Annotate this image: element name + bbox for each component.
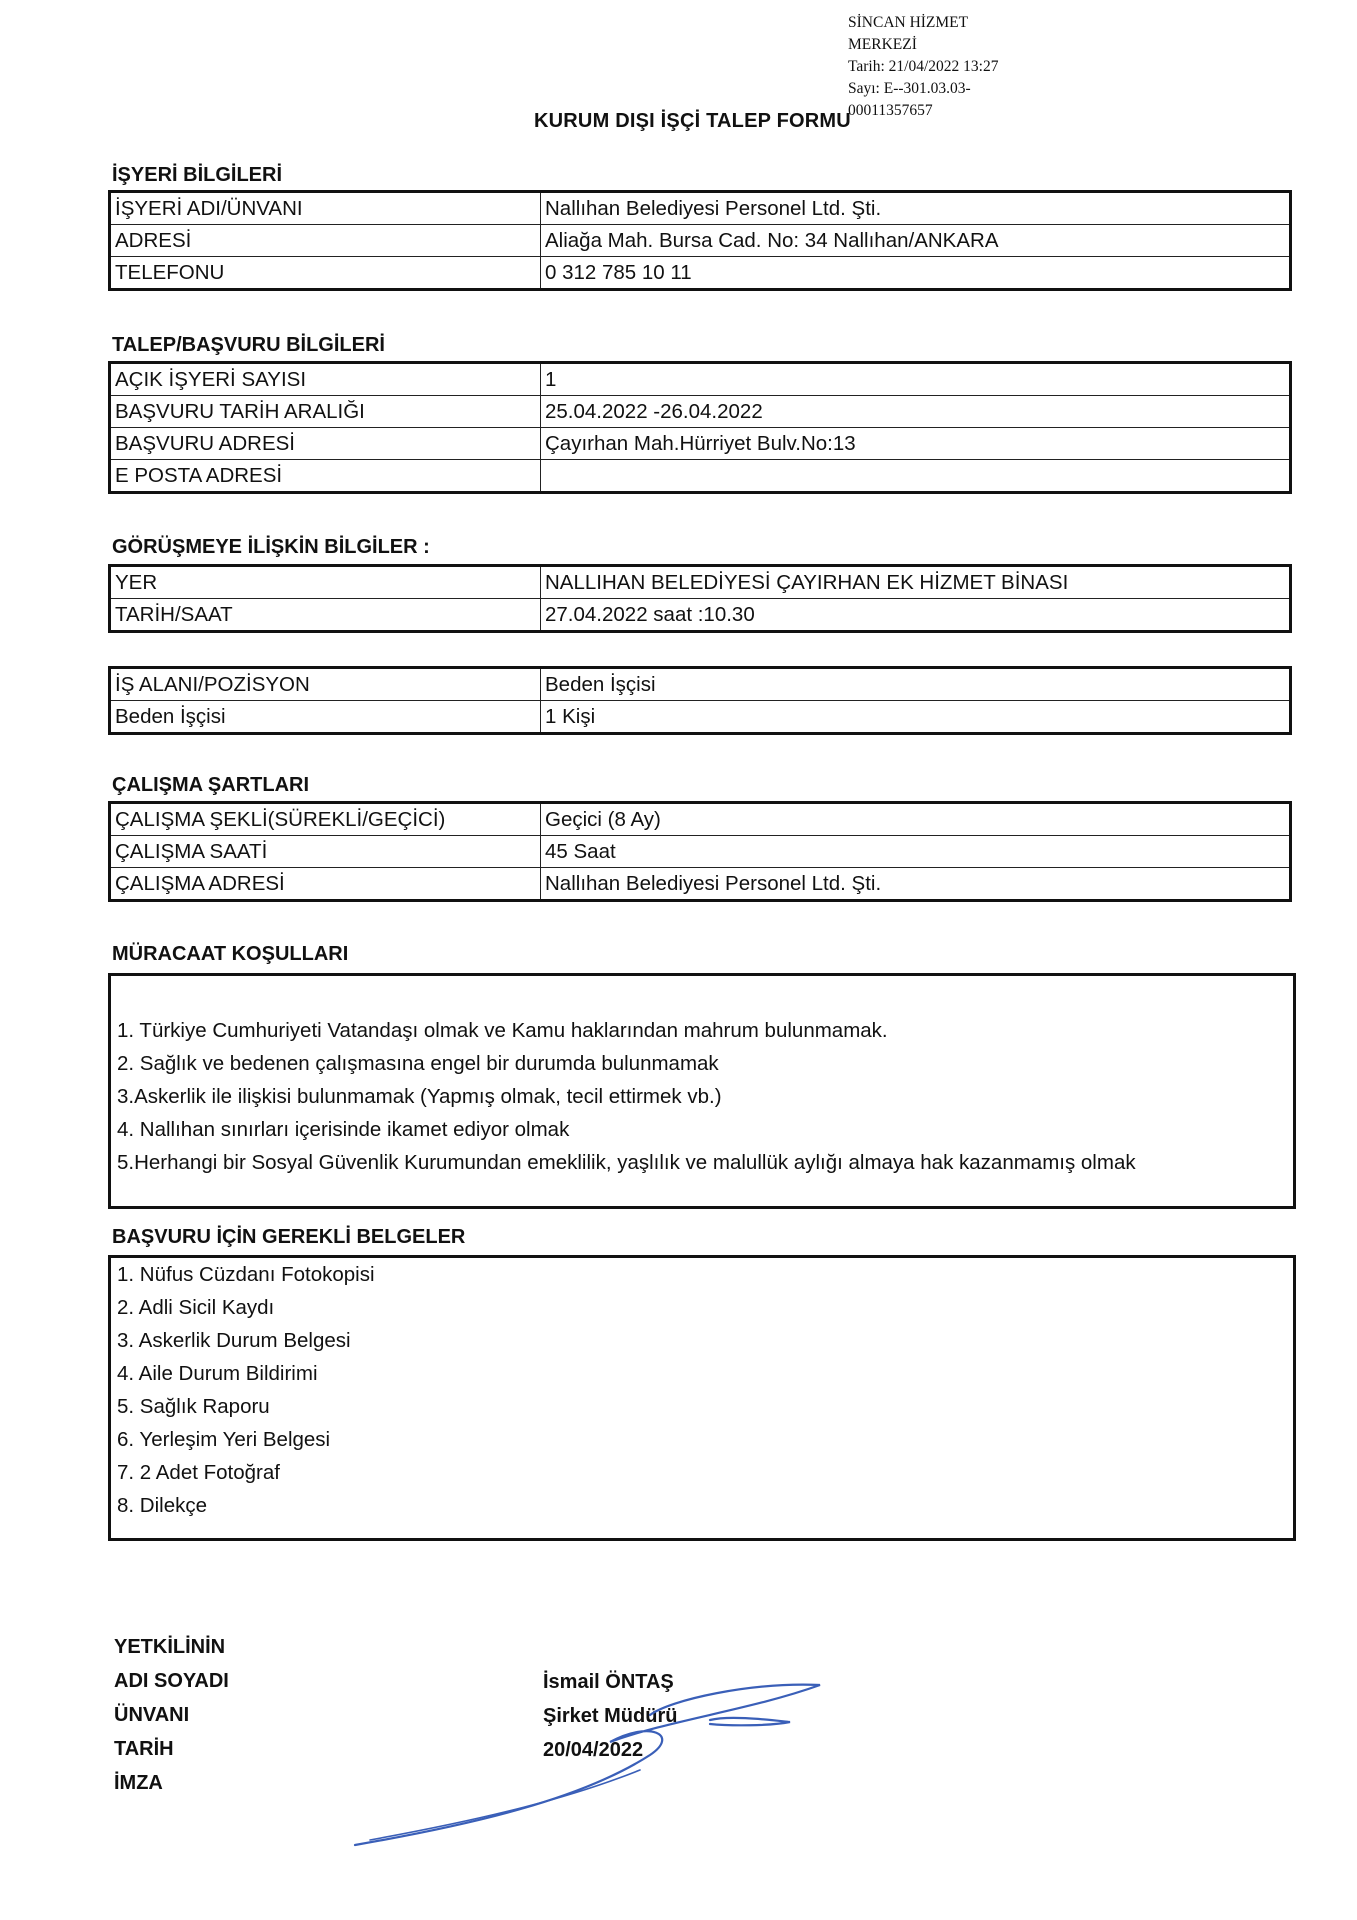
row-value: 1 (541, 363, 1291, 396)
section-title-isyeri: İŞYERİ BİLGİLERİ (112, 164, 283, 186)
table-row (110, 225, 1291, 257)
isyeri-table (108, 190, 1292, 291)
table-row (110, 428, 1291, 460)
section-title-gorusme: GÖRÜŞMEYE İLİŞKİN BİLGİLER : (112, 536, 430, 558)
table-row (110, 363, 1291, 396)
list-item: 5. Sağlık Raporu (117, 1395, 270, 1418)
list-item: 7. 2 Adet Fotoğraf (117, 1461, 280, 1484)
table-row (110, 599, 1291, 632)
row-label: ÇALIŞMA ŞEKLİ(SÜREKLİ/GEÇİCİ) (110, 803, 541, 836)
document-title: KURUM DIŞI İŞÇİ TALEP FORMU (534, 110, 851, 132)
row-label: TARİH/SAAT (110, 599, 541, 632)
list-item: 6. Yerleşim Yeri Belgesi (117, 1428, 331, 1451)
row-value: Geçici (8 Ay) (541, 803, 1291, 836)
authorized-labels (114, 1630, 229, 1800)
row-label: ADRESİ (110, 225, 541, 257)
list-item: 1. Nüfus Cüzdanı Fotokopisi (117, 1263, 375, 1286)
label-date: TARİH (114, 1738, 174, 1760)
label-name: ADI SOYADI (114, 1670, 229, 1692)
list-item: 2. Adli Sicil Kaydı (117, 1296, 275, 1319)
row-value: Çayırhan Mah.Hürriyet Bulv.No:13 (541, 428, 1291, 460)
handwritten-signature (350, 1660, 870, 1860)
stamp-line-number-2: 00011357657 (848, 102, 933, 119)
row-label: İŞ ALANI/POZİSYON (110, 668, 541, 701)
gorusme-table (108, 564, 1292, 633)
authorized-title: Şirket Müdürü (543, 1705, 678, 1727)
registry-stamp (848, 12, 998, 122)
row-value: 25.04.2022 -26.04.2022 (541, 396, 1291, 428)
section-title-calisma: ÇALIŞMA ŞARTLARI (112, 774, 310, 796)
row-label: BAŞVURU TARİH ARALIĞI (110, 396, 541, 428)
table-row (110, 668, 1291, 701)
table-row (110, 192, 1291, 225)
row-label: İŞYERİ ADI/ÜNVANI (110, 192, 541, 225)
table-row (110, 566, 1291, 599)
list-item: 8. Dilekçe (117, 1494, 208, 1517)
row-label: YER (110, 566, 541, 599)
section-title-muracaat: MÜRACAAT KOŞULLARI (112, 943, 349, 965)
row-value: NALLIHAN BELEDİYESİ ÇAYIRHAN EK HİZMET BİNASI (541, 566, 1291, 599)
row-value: 1 Kişi (541, 701, 1291, 734)
row-label: BAŞVURU ADRESİ (110, 428, 541, 460)
row-value: 45 Saat (541, 836, 1291, 868)
section-title-belgeler: BAŞVURU İÇİN GEREKLİ BELGELER (112, 1226, 466, 1248)
table-row (110, 701, 1291, 734)
row-value: Nallıhan Belediyesi Personel Ltd. Şti. (541, 192, 1291, 225)
list-item: 4. Nallıhan sınırları içerisinde ikamet ediyor olmak (117, 1118, 570, 1141)
row-label: TELEFONU (110, 257, 541, 290)
authorized-name: İsmail ÖNTAŞ (543, 1671, 674, 1693)
authorized-date: 20/04/2022 (543, 1739, 644, 1761)
list-item: 3.Askerlik ile ilişkisi bulunmamak (Yapmış olmak, tecil ettirmek vb.) (117, 1085, 722, 1108)
section-title-talep: TALEP/BAŞVURU BİLGİLERİ (112, 334, 385, 356)
label-signature: İMZA (114, 1772, 163, 1794)
row-value (541, 460, 1291, 493)
row-value: Nallıhan Belediyesi Personel Ltd. Şti. (541, 868, 1291, 901)
belgeler-box (108, 1255, 1296, 1541)
table-row (110, 803, 1291, 836)
list-item: 3. Askerlik Durum Belgesi (117, 1329, 351, 1352)
list-item: 5.Herhangi bir Sosyal Güvenlik Kurumundan emeklilik, yaşlılık ve malullük aylığı almaya hak kazanmamış olmak (117, 1151, 1136, 1174)
row-value: Beden İşçisi (541, 668, 1291, 701)
muracaat-box (108, 973, 1296, 1209)
stamp-line-date: Tarih: 21/04/2022 13:27 (848, 58, 999, 75)
row-value: Aliağa Mah. Bursa Cad. No: 34 Nallıhan/ANKARA (541, 225, 1291, 257)
label-title: ÜNVANI (114, 1704, 190, 1726)
calisma-table (108, 801, 1292, 902)
list-item: 2. Sağlık ve bedenen çalışmasına engel bir durumda bulunmamak (117, 1052, 719, 1075)
stamp-line-office: SİNCAN HİZMET (848, 14, 969, 31)
table-row (110, 396, 1291, 428)
row-label: E POSTA ADRESİ (110, 460, 541, 493)
pozisyon-table (108, 666, 1292, 735)
list-item: 4. Aile Durum Bildirimi (117, 1362, 318, 1385)
stamp-line-number: Sayı: E--301.03.03- (848, 80, 971, 97)
row-label: Beden İşçisi (110, 701, 541, 734)
list-item: 1. Türkiye Cumhuriyeti Vatandaşı olmak ve Kamu haklarından mahrum bulunmamak. (117, 1019, 888, 1042)
row-value: 0 312 785 10 11 (541, 257, 1291, 290)
label-yetkili: YETKİLİNİN (114, 1636, 226, 1658)
table-row (110, 460, 1291, 493)
table-row (110, 257, 1291, 290)
row-label: AÇIK İŞYERİ SAYISI (110, 363, 541, 396)
stamp-line-office-2: MERKEZİ (848, 36, 917, 53)
row-label: ÇALIŞMA SAATİ (110, 836, 541, 868)
row-label: ÇALIŞMA ADRESİ (110, 868, 541, 901)
table-row (110, 836, 1291, 868)
row-value: 27.04.2022 saat :10.30 (541, 599, 1291, 632)
talep-table (108, 361, 1292, 494)
table-row (110, 868, 1291, 901)
